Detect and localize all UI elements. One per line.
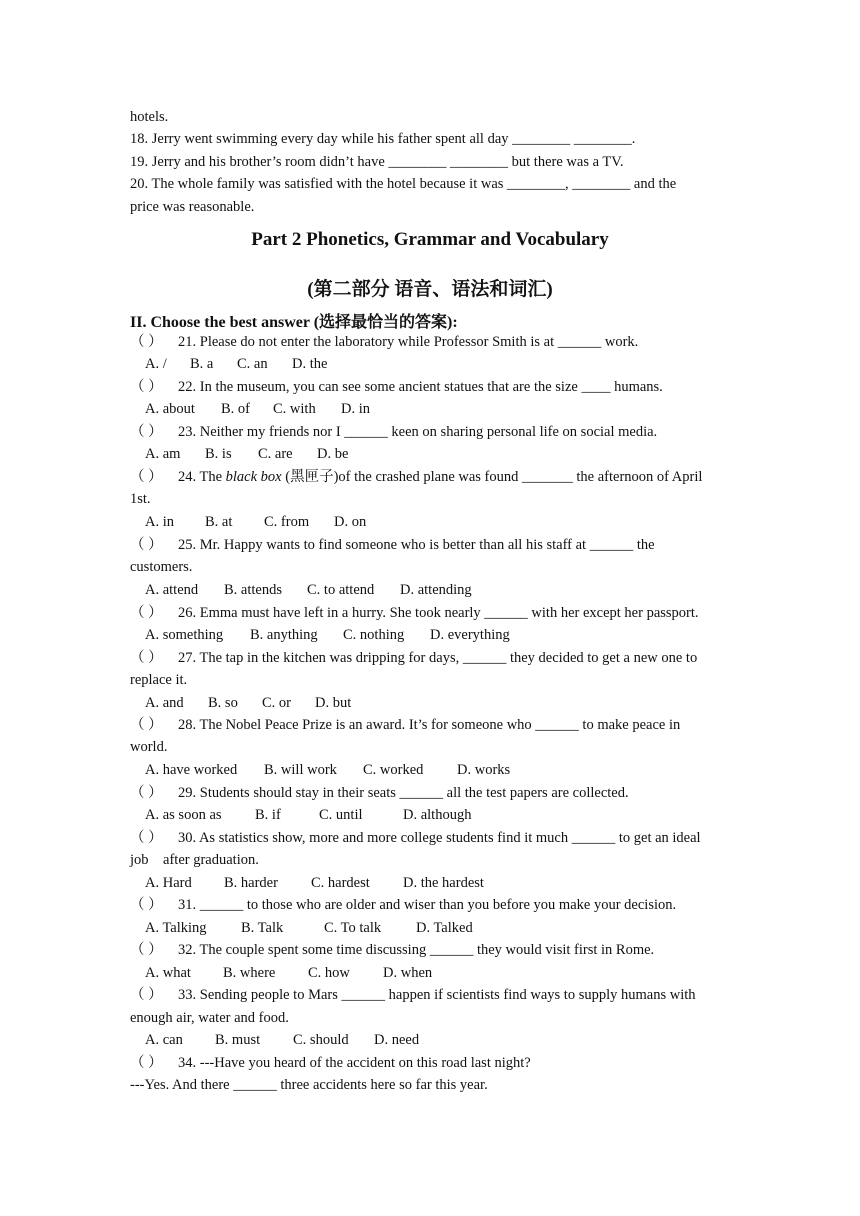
question-19: 19. Jerry and his brother’s room didn’t have ________ ________ but there was a TV. — [130, 154, 624, 170]
answer-blank[interactable]: （ ） — [130, 334, 163, 350]
option-b[interactable]: B. of — [221, 401, 250, 417]
option-a[interactable]: A. / — [145, 356, 167, 372]
question-30: （ ） 30. As statistics show, more and more college students find it much ______ to get an ideal — [130, 827, 734, 850]
question-27-cont: replace it. — [130, 672, 188, 688]
question-21: （ ） 21. Please do not enter the laboratory while Professor Smith is at ______ work. — [130, 331, 734, 354]
option-b[interactable]: B. where — [223, 965, 276, 981]
question-32: （ ） 32. The couple spent some time discussing ______ they would visit first in Rome. — [130, 939, 734, 962]
option-b[interactable]: B. must — [215, 1032, 261, 1048]
option-b[interactable]: B. will work — [264, 762, 337, 778]
question-33: （ ） 33. Sending people to Mars ______ happen if scientists find ways to supply humans with — [130, 984, 734, 1007]
option-c[interactable]: C. worked — [363, 762, 424, 778]
option-a[interactable]: A. attend — [145, 582, 199, 598]
options-31 — [145, 917, 473, 940]
options-28 — [145, 759, 510, 782]
option-c[interactable]: C. to attend — [307, 582, 375, 598]
option-a[interactable]: A. what — [145, 965, 191, 981]
option-a[interactable]: A. have worked — [145, 762, 238, 778]
question-25-cont: customers. — [130, 559, 193, 575]
section-heading: II. Choose the best answer (选择最恰当的答案): — [130, 314, 458, 331]
options-22 — [145, 398, 370, 421]
options-26 — [145, 624, 510, 647]
option-b[interactable]: B. at — [205, 514, 233, 530]
option-d[interactable]: D. the hardest — [403, 875, 484, 891]
options-33 — [145, 1029, 419, 1052]
options-29 — [145, 804, 471, 827]
option-c[interactable]: C. or — [262, 695, 291, 711]
option-a[interactable]: A. Hard — [145, 875, 192, 891]
option-d[interactable]: D. works — [457, 762, 511, 778]
part2-subtitle: (第二部分 语音、语法和词汇) — [307, 279, 553, 300]
option-c[interactable]: C. should — [293, 1032, 349, 1048]
options-25 — [145, 579, 472, 602]
option-d[interactable]: D. but — [315, 695, 352, 711]
question-18: 18. Jerry went swimming every day while his father spent all day ________ ________. — [130, 131, 636, 147]
option-c[interactable]: C. an — [237, 356, 268, 372]
option-b[interactable]: B. so — [208, 695, 238, 711]
answer-blank[interactable]: （ ） — [130, 469, 163, 485]
question-27: （ ） 27. The tap in the kitchen was dripping for days, ______ they decided to get a new one to — [130, 647, 734, 670]
part1-line: hotels. — [130, 109, 169, 125]
part2-title: Part 2 Phonetics, Grammar and Vocabulary — [251, 229, 609, 250]
option-a[interactable]: A. about — [145, 401, 195, 417]
option-d[interactable]: D. although — [403, 807, 472, 823]
question-20: 20. The whole family was satisfied with the hotel because it was ________, ________ and the — [130, 176, 677, 192]
question-24-cont: 1st. — [130, 491, 151, 507]
question-34-cont: ---Yes. And there ______ three accidents here so far this year. — [130, 1077, 488, 1093]
answer-blank[interactable]: （ ） — [130, 717, 163, 733]
question-25: （ ） 25. Mr. Happy wants to find someone who is better than all his staff at ______ the — [130, 534, 734, 557]
option-c[interactable]: C. hardest — [311, 875, 370, 891]
options-27 — [145, 692, 351, 715]
answer-blank[interactable]: （ ） — [130, 537, 163, 553]
option-b[interactable]: B. anything — [250, 627, 318, 643]
answer-blank[interactable]: （ ） — [130, 987, 163, 1003]
option-c[interactable]: C. To talk — [324, 920, 382, 936]
option-c[interactable]: C. with — [273, 401, 316, 417]
answer-blank[interactable]: （ ） — [130, 897, 163, 913]
options-23 — [145, 443, 348, 466]
option-b[interactable]: B. is — [205, 446, 232, 462]
option-a[interactable]: A. as soon as — [145, 807, 222, 823]
options-24 — [145, 511, 366, 534]
option-d[interactable]: D. Talked — [416, 920, 473, 936]
option-c[interactable]: C. nothing — [343, 627, 405, 643]
answer-blank[interactable]: （ ） — [130, 379, 163, 395]
option-b[interactable]: B. harder — [224, 875, 278, 891]
option-a[interactable]: A. and — [145, 695, 184, 711]
option-d[interactable]: D. the — [292, 356, 328, 372]
options-32 — [145, 962, 432, 985]
option-b[interactable]: B. if — [255, 807, 281, 823]
black-box-term: black box — [225, 469, 282, 485]
option-b[interactable]: B. a — [190, 356, 214, 372]
answer-blank[interactable]: （ ） — [130, 830, 163, 846]
option-d[interactable]: D. when — [383, 965, 433, 981]
question-23: （ ） 23. Neither my friends nor I ______ keen on sharing personal life on social media. — [130, 421, 734, 444]
option-c[interactable]: C. until — [319, 807, 363, 823]
option-d[interactable]: D. everything — [430, 627, 510, 643]
question-29: （ ） 29. Students should stay in their seats ______ all the test papers are collected. — [130, 782, 734, 805]
option-a[interactable]: A. Talking — [145, 920, 207, 936]
question-22: （ ） 22. In the museum, you can see some ancient statues that are the size ____ humans. — [130, 376, 734, 399]
option-a[interactable]: A. in — [145, 514, 174, 530]
option-d[interactable]: D. attending — [400, 582, 472, 598]
question-31: （ ） 31. ______ to those who are older and wiser than you before you make your decision. — [130, 894, 734, 917]
question-30-cont: job after graduation. — [130, 852, 259, 868]
answer-blank[interactable]: （ ） — [130, 942, 163, 958]
answer-blank[interactable]: （ ） — [130, 650, 163, 666]
options-30 — [145, 872, 484, 895]
question-28-cont: world. — [130, 739, 168, 755]
answer-blank[interactable]: （ ） — [130, 1055, 163, 1071]
option-d[interactable]: D. on — [334, 514, 367, 530]
answer-blank[interactable]: （ ） — [130, 424, 163, 440]
question-20-cont: price was reasonable. — [130, 199, 255, 215]
question-34: （ ） 34. ---Have you heard of the accident on this road last night? — [130, 1052, 734, 1075]
option-c[interactable]: C. are — [258, 446, 293, 462]
option-a[interactable]: A. can — [145, 1032, 183, 1048]
question-28: （ ） 28. The Nobel Peace Prize is an award. It’s for someone who ______ to make peace in — [130, 714, 734, 737]
question-24: （ ） 24. The black box (黑匣子)of the crashed plane was found _______ the afternoon of April — [130, 466, 734, 489]
option-b[interactable]: B. attends — [224, 582, 282, 598]
option-b[interactable]: B. Talk — [241, 920, 284, 936]
option-a[interactable]: A. something — [145, 627, 224, 643]
options-21 — [145, 353, 327, 376]
option-d[interactable]: D. be — [317, 446, 349, 462]
question-26: （ ） 26. Emma must have left in a hurry. She took nearly ______ with her except her passport. — [130, 602, 734, 625]
option-c[interactable]: C. how — [308, 965, 350, 981]
question-33-cont: enough air, water and food. — [130, 1010, 289, 1026]
option-c[interactable]: C. from — [264, 514, 310, 530]
option-d[interactable]: D. need — [374, 1032, 420, 1048]
option-a[interactable]: A. am — [145, 446, 181, 462]
answer-blank[interactable]: （ ） — [130, 605, 163, 621]
answer-blank[interactable]: （ ） — [130, 785, 163, 801]
option-d[interactable]: D. in — [341, 401, 370, 417]
